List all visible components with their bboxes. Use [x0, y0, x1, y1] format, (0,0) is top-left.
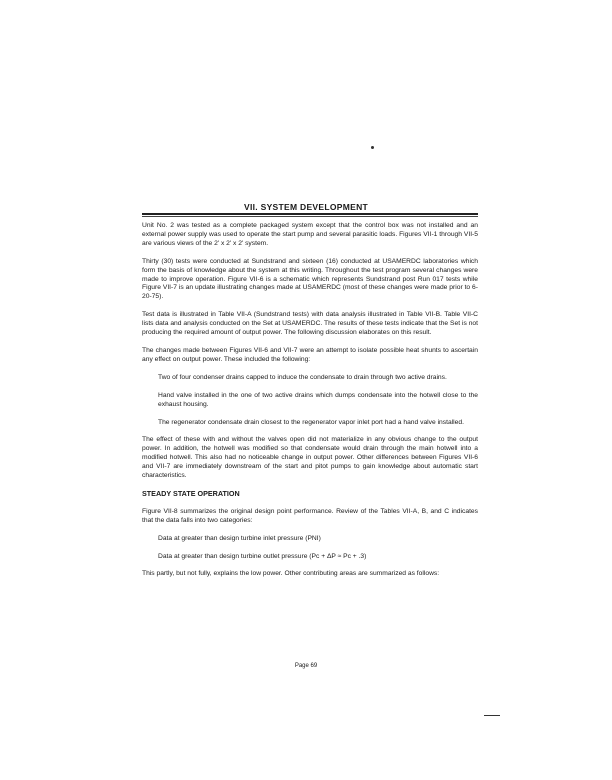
paragraph: Unit No. 2 was tested as a complete packaged system except that the control box was not installed and an external power supply was used to operate the start pump and several parasitic loads. Figures VII-1 through VII-5 are various views of the 2' x 2' x 2' system.	[142, 222, 478, 247]
list-item: Data at greater than design turbine outlet pressure (Pc + ΔP ≈ Pc + .3)	[158, 552, 367, 560]
paragraph: The effect of these with and without the valves open did not materialize in any obvious change to the output power. In addition, the hotwell was modified so that condensate would drain through the main hotwell into a modified hotwell. This also had no noticeable change in output power. Other differences between Figures VII-6 and VII-7 are immediately downstream of the start and pitot pumps to gain knowledge about automatic start characteristics.	[142, 436, 478, 480]
scan-speck	[371, 146, 374, 149]
margin-dash	[484, 715, 500, 716]
list-item: The regenerator condensate drain closest to the regenerator vapor inlet port had a hand valve installed.	[158, 418, 464, 426]
list-item: Data at greater than design turbine inlet pressure (PNI)	[158, 534, 321, 542]
paragraph: Figure VII-8 summarizes the original design point performance. Review of the Tables VII-A, B, and C indicates that the data falls into two categories:	[142, 507, 478, 524]
paragraph: Test data is illustrated in Table VII-A (Sundstrand tests) with data analysis illustrated in Table VII-B. Table VII-C lists data and analysis conducted on the Set at USAMERDC. The results of these tests indicate that the Set is not producing the required amount of output power. The following discussion elaborates on this result.	[142, 311, 478, 337]
paragraph: This partly, but not fully, explains the low power. Other contributing areas are summarized as follows:	[142, 570, 440, 578]
page-number: Page 69	[294, 663, 318, 669]
heading-rule-thick	[142, 213, 478, 215]
list-item: Hand valve installed in the one of two active drains which dumps condensate into the hotwell close to the exhaust housing.	[158, 391, 478, 408]
subsection-heading: STEADY STATE OPERATION	[142, 488, 240, 498]
body-text	[142, 222, 478, 588]
heading-rule-thin	[142, 216, 478, 217]
list-item: Two of four condenser drains capped to induce the condensate to drain through two active drains.	[158, 373, 447, 381]
paragraph: The changes made between Figures VII-6 and VII-7 were an attempt to isolate possible heat shunts to ascertain any effect on output power. These included the following:	[142, 346, 478, 363]
paragraph: Thirty (30) tests were conducted at Sundstrand and sixteen (16) conducted at USAMERDC laboratories which form the basis of knowledge about the system at this writing. Throughout the test program several changes were made to improve operation. Figure VII-6 is a schematic which represents Sundstrand post Run 017 tests while Figure VII-7 is an update illustrating changes made at USAMERDC (most of these changes were made prior to 6-20-75).	[142, 257, 478, 301]
section-heading: VII. SYSTEM DEVELOPMENT	[243, 202, 369, 212]
